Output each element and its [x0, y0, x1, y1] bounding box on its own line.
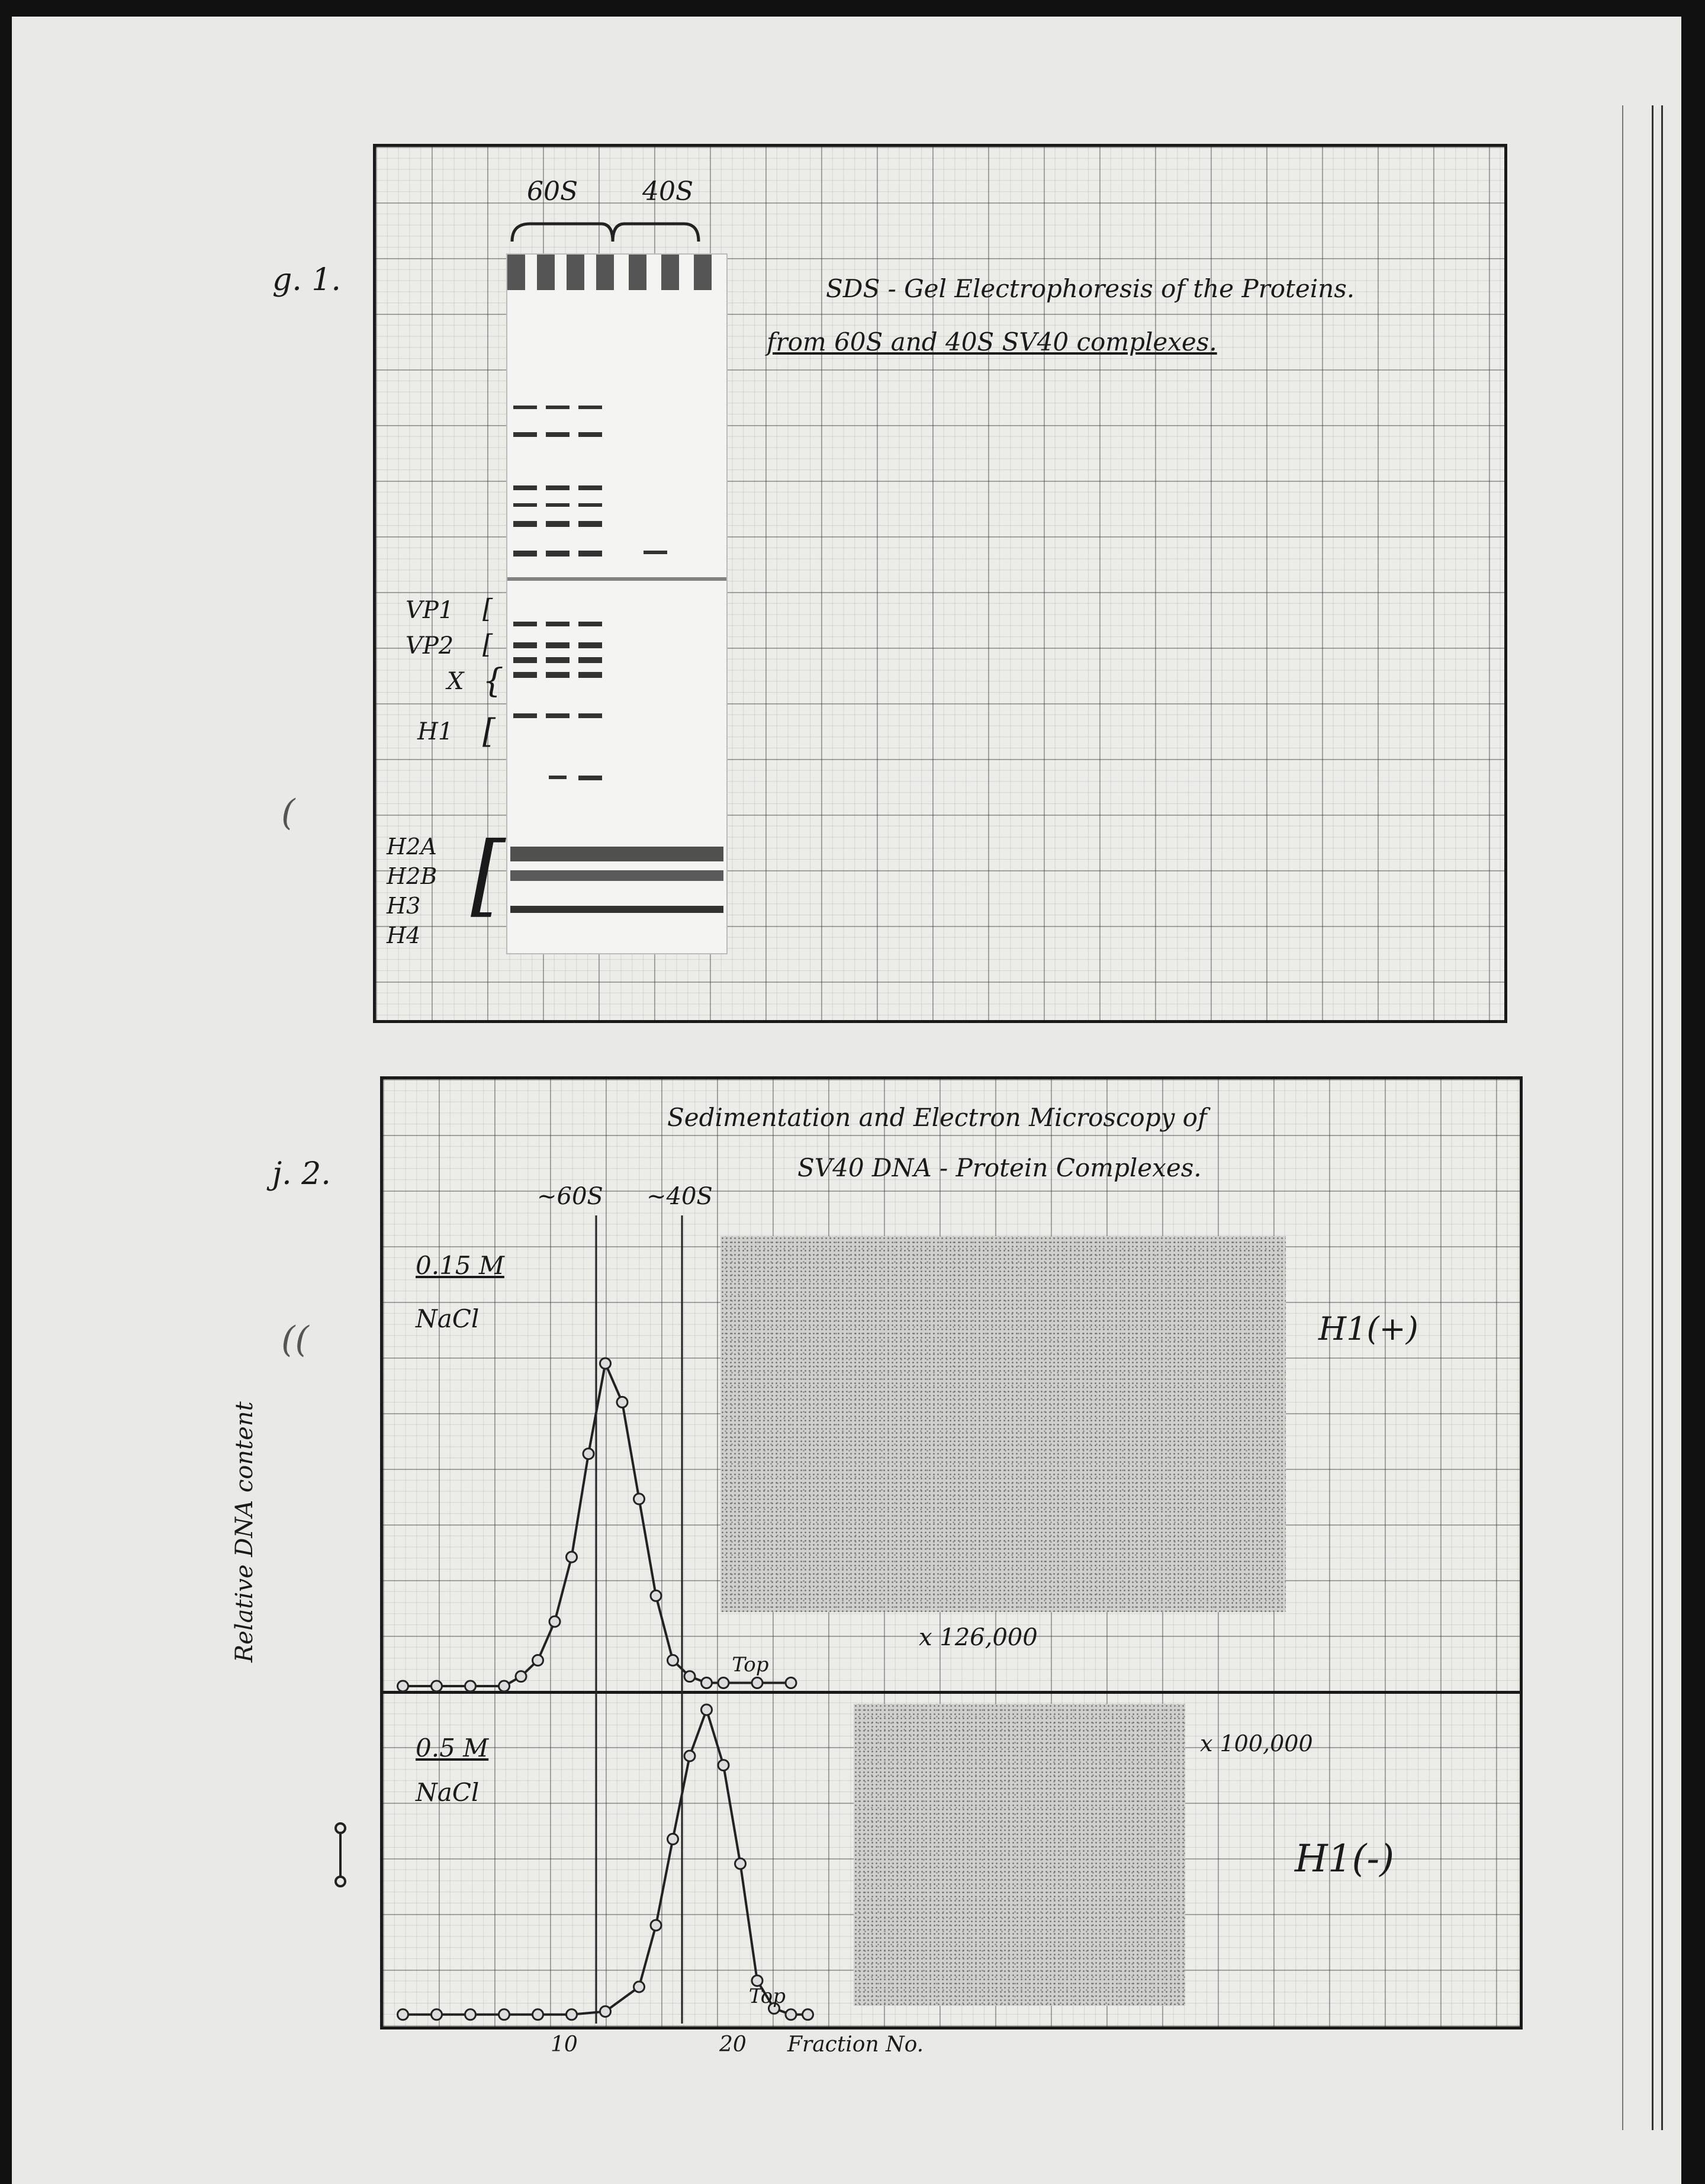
- data-point-bottom: [803, 2009, 813, 2020]
- hole-punch-mark: (: [281, 792, 295, 834]
- figure2-title-line1: Sedimentation and Electron Microscopy of: [667, 1103, 1207, 1132]
- margin-rule: [1622, 105, 1623, 2130]
- brace-x: {: [482, 662, 504, 700]
- x-tick-10: 10: [551, 2032, 578, 2057]
- hole-punch-mark: ((: [281, 1319, 309, 1360]
- bottom-h1-label: H1(-): [1295, 1837, 1395, 1881]
- top-magnification: x 126,000: [919, 1624, 1038, 1651]
- data-point-top: [600, 1358, 611, 1369]
- lane-label-60s: 60S: [527, 176, 578, 207]
- data-point-top: [786, 1678, 796, 1688]
- data-point-top: [432, 1681, 442, 1691]
- data-point-bottom: [668, 1834, 678, 1844]
- bracket-histones: [: [471, 824, 506, 927]
- figure1-label: g. 1.: [272, 262, 341, 298]
- data-point-top: [499, 1681, 510, 1691]
- top-salt-line1: 0.15 M: [416, 1251, 504, 1280]
- protein-label-h1: H1: [417, 718, 453, 745]
- bottom-salt-line2: NaCl: [416, 1778, 480, 1807]
- data-point-bottom: [465, 2009, 476, 2020]
- histone-label-h2b: H2B: [387, 863, 437, 889]
- data-point-bottom: [684, 1751, 695, 1761]
- data-point-top: [668, 1655, 678, 1665]
- lane-label-40s: 40S: [642, 176, 694, 207]
- top-h1-label: H1(+): [1318, 1310, 1418, 1347]
- profile-line-bottom: [403, 1710, 808, 2015]
- bottom-salt-line1: 0.5 M: [416, 1733, 489, 1762]
- protein-label-vp2: VP2: [406, 632, 454, 660]
- histone-label-h4: H4: [387, 922, 421, 948]
- data-point-top: [583, 1449, 594, 1459]
- x-tick-20: 20: [719, 2032, 747, 2057]
- data-point-top: [533, 1655, 543, 1665]
- histone-label-h2a: H2A: [387, 834, 437, 860]
- top-salt-line2: NaCl: [416, 1304, 480, 1333]
- margin-rule: [1652, 105, 1653, 2130]
- data-point-bottom: [634, 1982, 645, 1992]
- data-point-top: [634, 1494, 645, 1504]
- figure1-title-line2: from 60S and 40S SV40 complexes.: [767, 327, 1217, 356]
- data-point-top: [549, 1616, 560, 1627]
- top-direction-label-top: Top: [732, 1653, 769, 1677]
- marker-40s-label: ~40S: [646, 1183, 713, 1210]
- data-point-bottom: [735, 1858, 746, 1869]
- y-axis-label: Relative DNA content: [231, 1401, 258, 1662]
- legend-line-marker: [332, 1822, 349, 1887]
- data-point-bottom: [600, 2006, 611, 2017]
- data-point-top: [718, 1678, 729, 1688]
- lane-braces: [506, 218, 707, 253]
- data-point-bottom: [567, 2009, 577, 2020]
- data-point-bottom: [499, 2009, 510, 2020]
- bracket-h1: [: [482, 712, 496, 751]
- document-page: [12, 17, 1681, 2184]
- data-point-bottom: [651, 1920, 661, 1931]
- data-point-top: [516, 1671, 526, 1682]
- data-point-top: [398, 1681, 408, 1691]
- data-point-bottom: [432, 2009, 442, 2020]
- x-axis-label: Fraction No.: [787, 2032, 924, 2057]
- data-point-top: [752, 1678, 763, 1688]
- data-point-top: [617, 1397, 628, 1407]
- figure2-label: j. 2.: [272, 1156, 331, 1192]
- figure2-box: [380, 1076, 1523, 2029]
- histone-label-h3: H3: [387, 893, 421, 919]
- data-point-bottom: [786, 2009, 796, 2020]
- data-point-top: [465, 1681, 476, 1691]
- figure1-title-line1: SDS - Gel Electrophoresis of the Proteins.: [826, 274, 1355, 303]
- bottom-magnification: x 100,000: [1200, 1731, 1313, 1757]
- figure2-title-line2: SV40 DNA - Protein Complexes.: [797, 1153, 1202, 1182]
- data-point-bottom: [702, 1704, 712, 1715]
- data-point-top: [702, 1678, 712, 1688]
- gel-bands: [507, 255, 726, 953]
- bracket-vp1: [: [482, 594, 493, 624]
- sds-gel-image: [506, 253, 728, 954]
- protein-label-vp1: VP1: [406, 597, 454, 624]
- data-point-top: [567, 1552, 577, 1562]
- margin-rule: [1661, 105, 1663, 2130]
- sedimentation-chart: [383, 1079, 1520, 2027]
- marker-60s-label: ~60S: [537, 1183, 603, 1210]
- bracket-vp2: [: [482, 629, 493, 660]
- data-point-bottom: [533, 2009, 543, 2020]
- data-point-bottom: [398, 2009, 408, 2020]
- figure1-box: [373, 144, 1507, 1023]
- protein-label-x: X: [447, 668, 464, 695]
- data-point-top: [684, 1671, 695, 1682]
- top-direction-label-bottom: Top: [748, 1984, 786, 2008]
- data-point-bottom: [718, 1760, 729, 1771]
- data-point-top: [651, 1590, 661, 1601]
